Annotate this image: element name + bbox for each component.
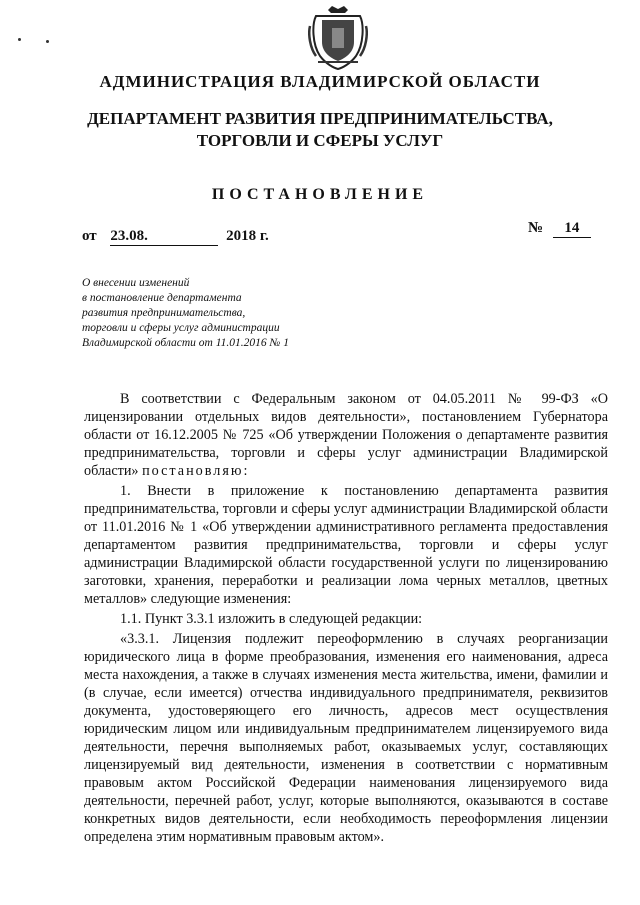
date-year: 2018 г. xyxy=(226,228,269,244)
number-prefix: № xyxy=(528,220,544,236)
department-title-line: ТОРГОВЛИ И СФЕРЫ УСЛУГ xyxy=(196,131,444,150)
document-type: ПОСТАНОВЛЕНИЕ xyxy=(211,186,429,203)
document-subject xyxy=(82,276,342,351)
organization-title: АДМИНИСТРАЦИЯ ВЛАДИМИРСКОЙ ОБЛАСТИ xyxy=(99,72,541,91)
quoted-clause-paragraph: «3.3.1. Лицензия подлежит переоформлению в случаях реорганизации юридического лица в форме преобразования, изменения его наименования, адреса места нахождения, а также в случаях изменения места жительства, имени, фамилии и (в случае, если имеется) отчества индивидуального предпринимателя, реквизитов документа, удостоверяющего его личность, адресов мест осуществления юридическим лицом или индивидуальным предпринимателем лицензируемого вида деятельности, перечня выполняемых работ, оказываемых услуг, составляющих лицензируемый вид деятельности, изменения в соответствии с нормативным правовым актом Российской Федерации наименования лицензируемого вида деятельности, перечней работ, услуг, которые выполняются, оказываются в составе конкретных видов деятельности, если необходимость переоформления лицензии определена этим нормативным правовым актом». xyxy=(84,631,608,845)
date-value-field xyxy=(110,228,218,246)
subject-line: Владимирской области от 11.01.2016 № 1 xyxy=(82,337,289,349)
subject-line: развития предпринимательства, xyxy=(82,307,246,319)
document-date xyxy=(82,228,269,246)
item-1-1-paragraph: 1.1. Пункт 3.3.1 изложить в следующей редакции: xyxy=(120,611,423,627)
date-prefix: от xyxy=(82,228,97,244)
department-title-line: ДЕПАРТАМЕНТ РАЗВИТИЯ ПРЕДПРИНИМАТЕЛЬСТВА, xyxy=(87,109,553,128)
scan-speck xyxy=(18,38,21,41)
number-value: 14 xyxy=(553,220,591,238)
document-body xyxy=(84,390,608,846)
subject-line: О внесении изменений xyxy=(82,277,190,289)
coat-of-arms-icon xyxy=(308,4,368,70)
decree-word: постановляю: xyxy=(142,463,250,479)
item-1-paragraph: 1. Внести в приложение к постановлению департамента развития предпринимательства, торговли и сферы услуг администрации Владимирской области от 11.01.2016 № 1 «Об утверждении административного регламента предоставления департаментом развития предпринимательства, торговли и сферы услуг администрации Владимирской области государственной услуги по лицензированию заготовки, хранения, переработки и реализации лома черных металлов, цветных металлов» следующие изменения: xyxy=(84,483,608,607)
preamble-text: В соответствии с Федеральным законом от 04.05.2011 № 99-ФЗ «О лицензировании отдельных видов деятельности», постановлением Губернатора области от 16.12.2005 № 725 «Об утверждении Положения о департаменте развития предпринимательства, торговли и сферы услуг администрации Владимирской области» xyxy=(84,391,608,479)
document-number xyxy=(528,220,591,238)
preamble-paragraph xyxy=(84,390,608,480)
scan-speck xyxy=(46,40,49,43)
subject-line: торговли и сферы услуг администрации xyxy=(82,322,280,334)
date-value: 23.08. xyxy=(110,228,148,244)
subject-line: в постановление департамента xyxy=(82,292,242,304)
department-title xyxy=(0,108,640,152)
